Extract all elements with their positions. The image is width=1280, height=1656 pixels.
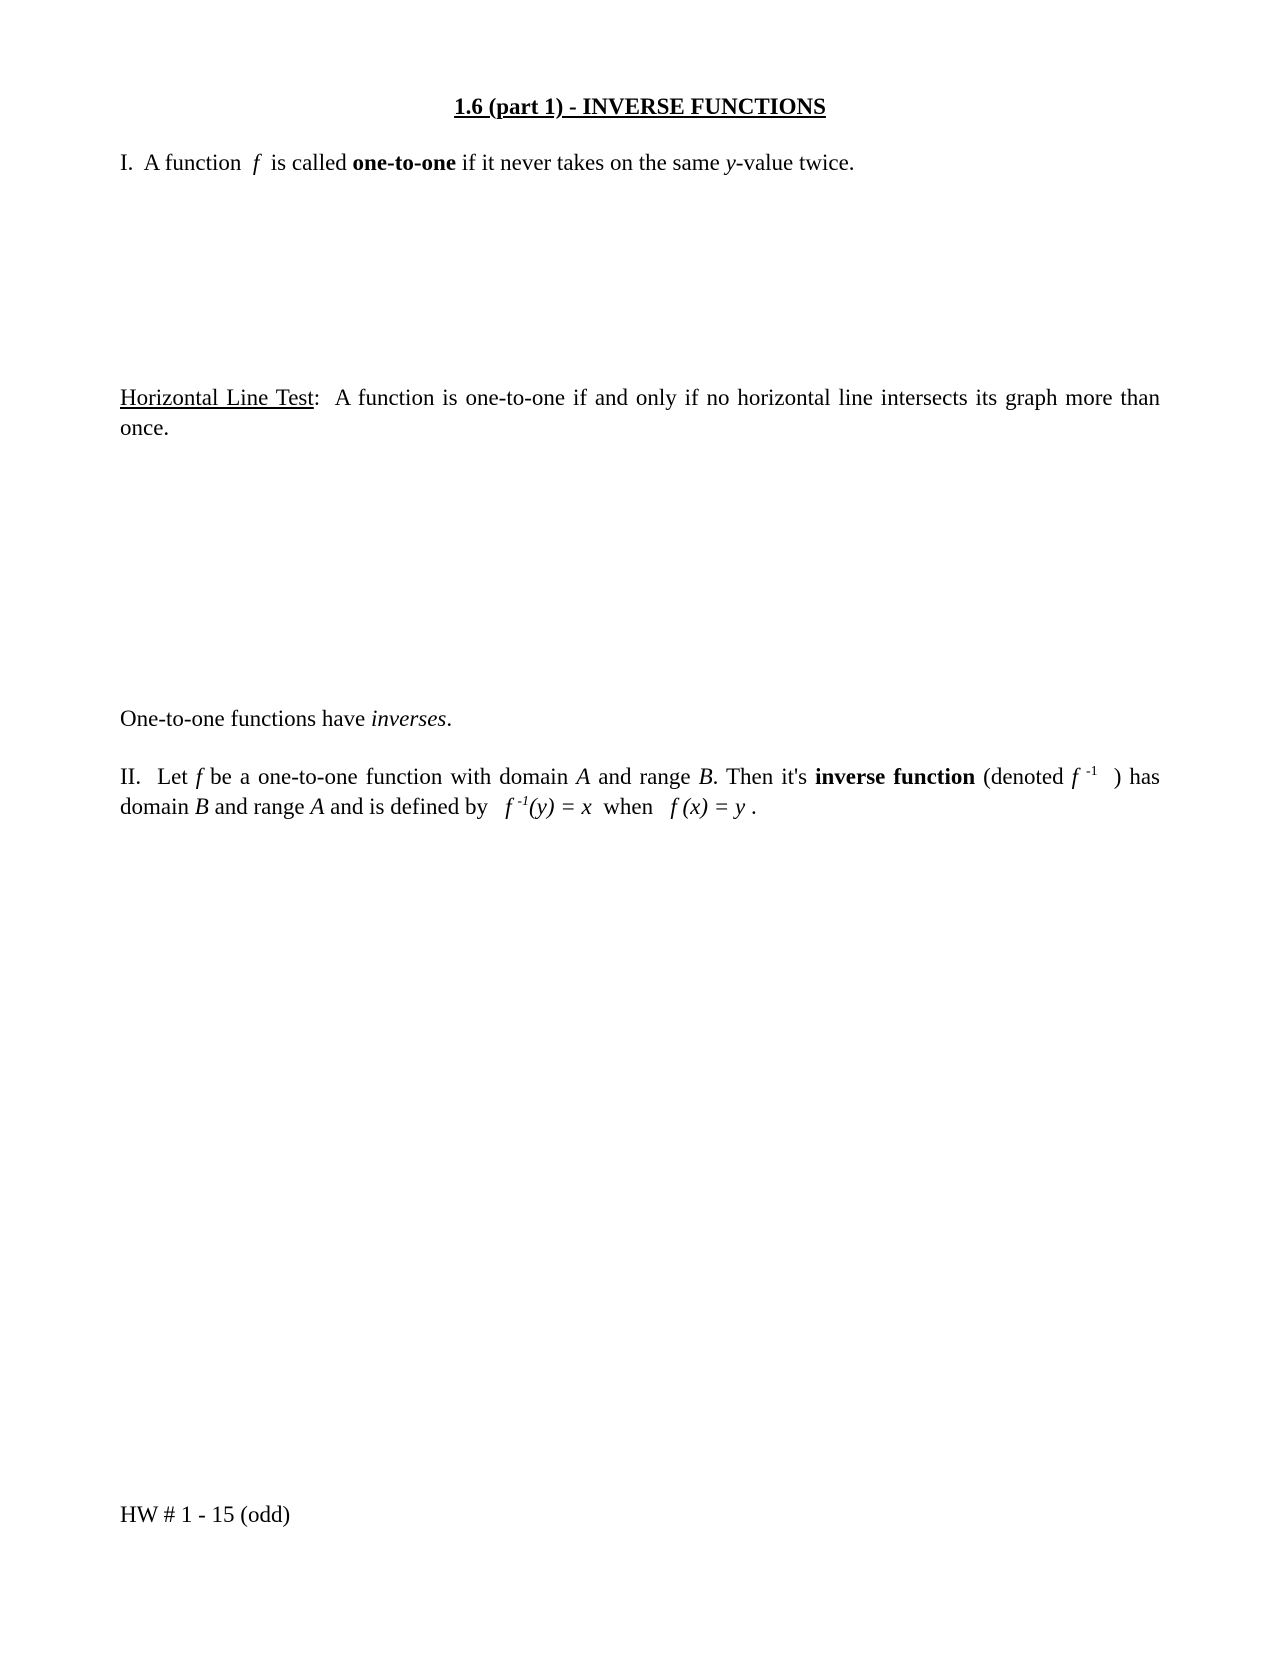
section-two-let: Let [157, 764, 188, 789]
inverses-emph: inverses [371, 706, 447, 731]
section-two-text-a: be a one-to-one function with domain [210, 764, 569, 789]
domain-A: A [576, 764, 591, 789]
horizontal-line-test-text: A function is one-to-one if and only if no horizontal line intersects its graph more than once. [120, 385, 1161, 440]
heading-colon: : [313, 385, 321, 410]
section-two-text-d: and range [214, 794, 305, 819]
term-inverse-function: inverse function [815, 764, 976, 789]
section-two-end: . [751, 794, 757, 819]
section-one-text-a: A function [143, 150, 242, 175]
section-two-text-e: and is defined by [330, 794, 488, 819]
section-one-text-c: if it never takes on the same [461, 150, 720, 175]
function-symbol-f-2: f [195, 764, 203, 789]
range-B: B [698, 764, 713, 789]
inverses-period: . [446, 706, 453, 731]
range-A: A [310, 794, 325, 819]
inverses-note [120, 704, 1160, 734]
homework-assignment [120, 1500, 1160, 1530]
section-one-text-b: is called [270, 150, 347, 175]
f-inverse-base: f [1071, 764, 1079, 789]
horizontal-line-test-paragraph [120, 383, 1160, 443]
term-one-to-one: one-to-one [352, 150, 457, 175]
section-two-label: II. [120, 764, 142, 789]
section-one-label: I. [120, 150, 134, 175]
equation-forward: f (x) = y [670, 794, 746, 819]
section-one-definition [120, 148, 1160, 178]
equation-exponent: -1 [517, 794, 529, 809]
horizontal-line-test-heading: Horizontal Line Test [120, 385, 314, 410]
section-one-text-d: -value twice. [735, 150, 855, 175]
inverses-note-text: One-to-one functions have [120, 706, 366, 731]
f-inverse-notation [1072, 764, 1098, 789]
section-two-text-b: . Then it's [712, 764, 808, 789]
section-two-denoted: (denoted [983, 764, 1064, 789]
f-inverse-exponent: -1 [1086, 764, 1098, 779]
section-two-when: when [603, 794, 654, 819]
equation-inverse [505, 794, 592, 819]
page-title: 1.6 (part 1) - INVERSE FUNCTIONS [454, 94, 826, 119]
equation-rest: (y) = x [529, 794, 592, 819]
section-two-definition [120, 762, 1160, 822]
section-two-text-c: ) has domain [120, 764, 1161, 819]
equation-f: f [505, 794, 512, 819]
function-symbol-f: f [252, 150, 260, 175]
domain-B: B [194, 794, 209, 819]
section-two-and-range: and range [598, 764, 691, 789]
y-variable: y [725, 150, 736, 175]
homework-text: HW # 1 - 15 (odd) [120, 1502, 291, 1527]
